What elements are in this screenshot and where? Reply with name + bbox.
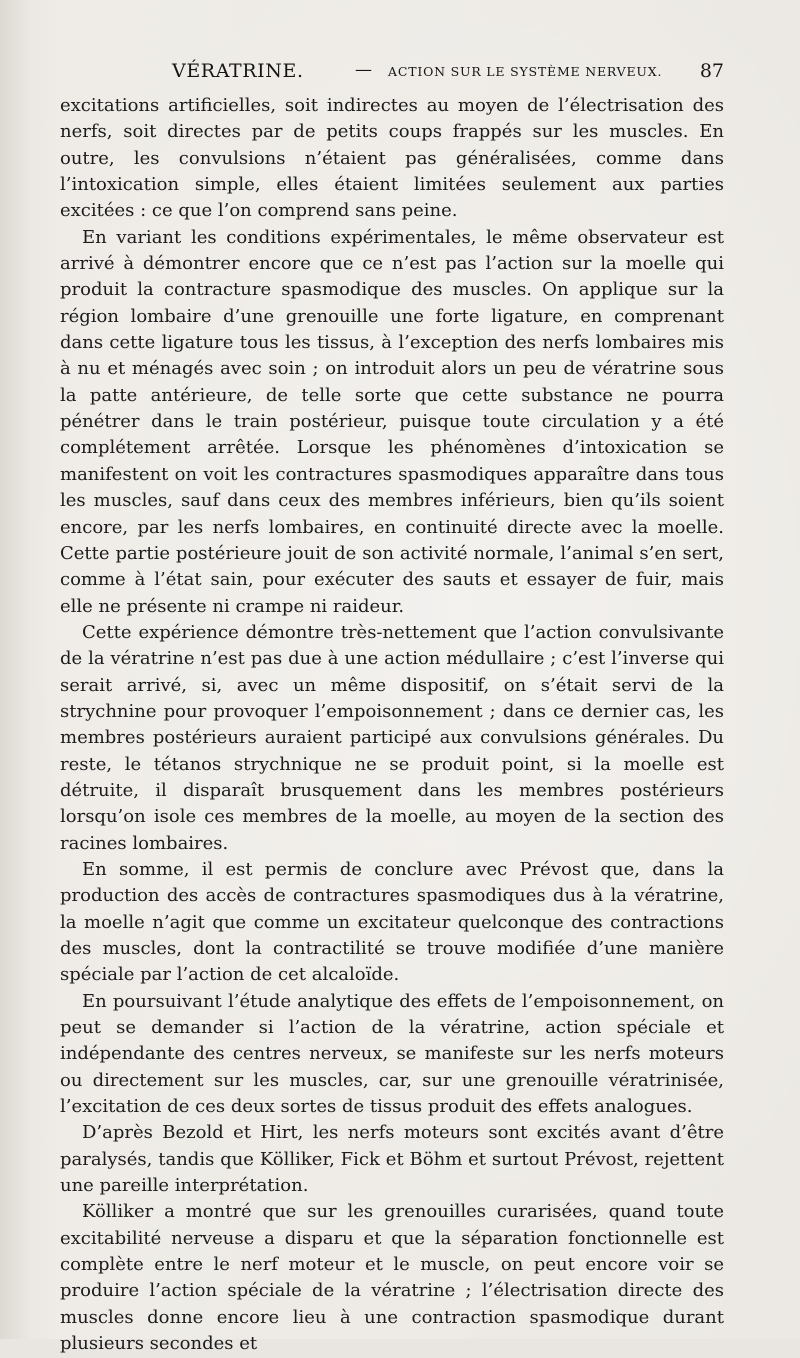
- paragraph: En variant les conditions expérimentales, le même observateur est arrivé à démontrer encore que ce n’est pas l’action sur la moelle qui produit la contracture spasmodique des muscles. On applique sur la région lombaire d’une grenouille une forte ligature, en comprenant dans cette ligature tous les tissus, à l’exception des nerfs lombaires mis à nu et ménagés avec soin ; on introduit alors un peu de vératrine sous la patte antérieure, de telle sorte que cette substance ne pourra pénétrer dans le train postérieur, puisque toute circulation y a été complétement arrêtée. Lorsque les phénomènes d’intoxication se manifestent on voit les contractures spasmodiques apparaître dans tous les muscles, sauf dans ceux des membres inférieurs, bien qu’ils soient encore, par les nerfs lombaires, en continuité directe avec la moelle. Cette partie postérieure jouit de son activité normale, l’animal s’en sert, comme à l’état sain, pour exécuter des sauts et essayer de fuir, mais elle ne présente ni crampe ni raideur.: [60, 226, 724, 617]
- paragraph: En somme, il est permis de conclure avec Prévost que, dans la production des accès de contractures spasmodiques dus à la vératrine, la moelle n’agit que comme un excitateur quelconque des contractions des muscles, dont la contractilité se trouve modifiée d’une manière spéciale par l’action de cet alcaloïde.: [60, 858, 724, 986]
- running-head: [60, 60, 724, 86]
- running-head-subtitle: ACTION SUR LE SYSTÈME NERVEUX.: [388, 64, 663, 79]
- page-number: 87: [699, 60, 724, 82]
- body-text: [60, 93, 724, 1358]
- paragraph: En poursuivant l’étude analytique des effets de l’empoisonnement, on peut se demander si l’action de la vératrine, action spéciale et indépendante des centres nerveux, se manifeste sur les nerfs moteurs ou directement sur les muscles, car, sur une grenouille vératrinisée, l’excitation de ces deux sortes de tissus produit des effets analogues.: [60, 990, 724, 1118]
- running-head-dash: —: [355, 60, 372, 80]
- paragraph-continued: excitations artificielles, soit indirectes au moyen de l’électrisation des nerfs, soit directes par de petits coups frappés sur les muscles. En outre, les convulsions n’étaient pas généralisées, comme dans l’intoxication simple, elles étaient limitées seulement aux parties excitées : ce que l’on comprend sans peine.: [60, 95, 724, 222]
- paragraph: Kölliker a montré que sur les grenouilles curarisées, quand toute excitabilité nerveuse a disparu et que la séparation fonctionnelle est complète entre le nerf moteur et le muscle, on peut encore voir se produire l’action spéciale de la vératrine ; l’électrisation directe des muscles donne encore lieu à une contraction spasmodique durant plusieurs secondes et: [60, 1201, 724, 1355]
- running-head-title: VÉRATRINE.: [172, 60, 304, 82]
- paragraph: Cette expérience démontre très-nettement que l’action convulsivante de la vératrine n’est pas due à une action médullaire ; c’est l’inverse qui serait arrivé, si, avec un même dispositif, on s’était servi de la strychnine pour provoquer l’empoisonnement ; dans ce dernier cas, les membres postérieurs auraient participé aux convulsions générales. Du reste, le tétanos strychnique ne se produit point, si la moelle est détruite, il disparaît brusquement dans les membres postérieurs lorsqu’on isole ces membres de la moelle, au moyen de la section des racines lombaires.: [60, 621, 724, 854]
- paragraph: D’après Bezold et Hirt, les nerfs moteurs sont excités avant d’être paralysés, tandis que Kölliker, Fick et Böhm et surtout Prévost, rejettent une pareille interprétation.: [60, 1122, 724, 1197]
